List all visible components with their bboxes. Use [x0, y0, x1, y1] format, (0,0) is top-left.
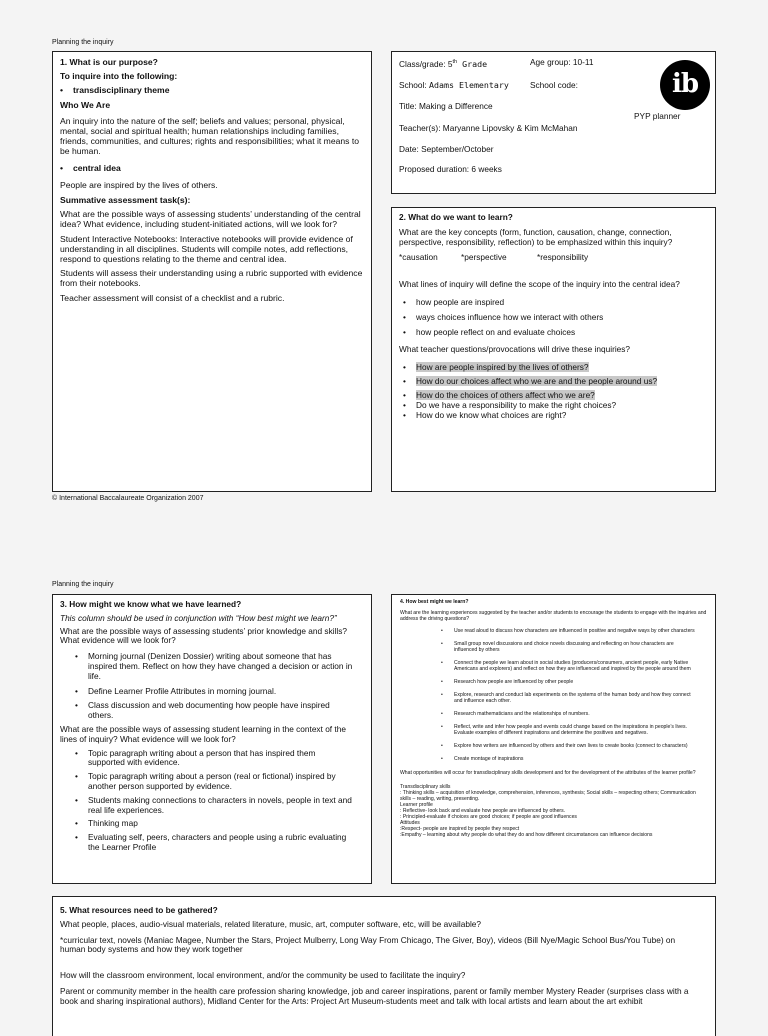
skills-line: Attitudes — [400, 820, 420, 826]
concept-responsibility: *responsibility — [537, 252, 589, 263]
learning-experience: • Small group novel discussions and choice novels discussing and reflecting on how characters are influenced by others — [454, 641, 697, 653]
skills-line: : Thinking skills – acquisition of knowledge, comprehension, inferences, synthesis; Social skills – respecting others; Communication skills – reading, writing, presenting. — [400, 790, 696, 802]
summative-para-3: Teacher assessment will consist of a checklist and a rubric. — [60, 292, 285, 303]
page-header: Planning the inquiry — [52, 39, 114, 46]
section-4-title: 4. How best might we learn? — [400, 599, 469, 605]
line-of-inquiry: • how people reflect on and evaluate choices — [416, 328, 708, 338]
driving-question: • Do we have a responsibility to make the right choices? — [416, 401, 708, 411]
line-of-inquiry: • how people are inspired — [416, 298, 708, 308]
summative-label: Summative assessment task(s): — [60, 195, 191, 206]
info-box — [391, 51, 716, 194]
lines-question: What lines of inquiry will define the scope of the inquiry into the central idea? — [399, 279, 680, 290]
ib-logo-icon: ib — [660, 60, 710, 110]
learning-experience: • Research mathematicians and the relationships of numbers. — [454, 711, 697, 717]
teachers: Teacher(s): Maryanne Lipovsky & Kim McMahan — [399, 123, 578, 133]
skills-line: Learner profile — [400, 802, 433, 808]
summative-para-1: Student Interactive Notebooks: Interactive notebooks will provide evidence of understanding in all disciplines. Students will compile notes, add reflections, respond to questions relating to the theme and central idea. — [60, 233, 353, 265]
learning-experience: • Explore how writers are influenced by others and their own lives to create books (connect to characters) — [454, 743, 697, 749]
td-theme-label: • transdisciplinary theme — [73, 85, 364, 95]
assessment-item: • Topic paragraph writing about a person that has inspired them supported with evidence. — [88, 749, 354, 769]
learning-experience: • Research how people are influenced by other people — [454, 679, 697, 685]
summative-question: What are the possible ways of assessing students’ understanding of the central idea? What evidence, including student-initiated actions, will we look for? — [60, 209, 361, 230]
learning-experience: • Create montage of inspirations — [454, 756, 697, 762]
environment-question: How will the classroom environment, local environment, and/or the community be used to facilitate the inquiry? — [60, 970, 466, 981]
assessment-item: • Evaluating self, peers, characters and people using a rubric evaluating the Learner Profile — [88, 833, 354, 853]
driving-question: • How are people inspired by the lives of others? — [416, 363, 708, 373]
school: School: Adams Elementary — [399, 80, 509, 90]
section-3-title: 3. How might we know what we have learned? — [60, 599, 242, 609]
theme-description: An inquiry into the nature of the self; beliefs and values; personal, physical, mental, social and spiritual health; human relationships including families, friends, communities, and cultures; rights and responsibilities; what it means to be human. — [60, 115, 360, 157]
driving-question: • How do our choices affect who we are and the people around us? — [416, 377, 708, 387]
learning-assessment-question: What are the possible ways of assessing student learning in the context of the lines of inquiry? What evidence will we look for? — [60, 723, 346, 744]
pyp-planner-label: PYP planner — [634, 111, 681, 121]
learning-experiences-question: What are the learning experiences suggested by the teacher and/or students to encourage the students to engage with the inquiries and address the driving questions? — [400, 610, 707, 622]
prior-knowledge-question: What are the possible ways of assessing students’ prior knowledge and skills? What evidence will we look for? — [60, 625, 348, 646]
conjunction-note: This column should be used in conjunction with “How best might we learn?” — [60, 612, 337, 623]
resources-answer: *curricular text, novels (Maniac Magee, Number the Stars, Project Mulberry, Long Way From Chicago, The Giver, Boy), videos (Bill Nye/Magic School Bus/You Tube) on human body systems and how they work together — [60, 934, 676, 955]
school-code: School code: — [530, 80, 578, 90]
skills-question: What opportunities will occur for transdisciplinary skills development and for the development of the attributes of the learner profile? — [400, 770, 696, 776]
best-learn-box — [391, 594, 716, 884]
driving-question: • How do the choices of others affect who we are? — [416, 391, 708, 401]
section-2-title: 2. What do we want to learn? — [399, 212, 513, 222]
learning-experience: • Connect the people we learn about in social studies (producers/consumers, ancient people, early Native Americans and explorers) and reflect on how they are influenced and inspired by the people around them — [454, 660, 697, 672]
unit-title: Title: Making a Difference — [399, 101, 493, 111]
duration: Proposed duration: 6 weeks — [399, 164, 502, 174]
concepts-question: What are the key concepts (form, function, causation, change, connection, perspective, responsibility, reflection) to be emphasized within this inquiry? — [399, 226, 673, 247]
environment-answer: Parent or community member in the health care profession sharing knowledge, job and career inspirations, parent or family member Mystery Reader (surprises class with a book and sharing inspirational authors), Midland Center for the Arts: Project Art Museum-students meet and talk with local artists and learn about the art exhibit — [60, 985, 689, 1006]
learning-experience: • Explore, research and conduct lab experiments on the systems of the human body and how they connect and influence each other. — [454, 692, 697, 704]
page-footer: © International Baccalaureate Organization 2007 — [52, 495, 204, 502]
purpose-box — [52, 51, 372, 492]
know-box — [52, 594, 372, 884]
assessment-item: • Thinking map — [88, 819, 354, 829]
skills-line: :Respect- people are inspired by people they respect — [400, 826, 520, 832]
assessment-item: • Topic paragraph writing about a person (real or fictional) inspired by another person supported by evidence. — [88, 772, 354, 792]
assessment-item: • Morning journal (Denizen Dossier) writing about someone that has inspired them. Reflect on how they have changed a decision or action in life. — [88, 652, 354, 681]
section-5-title: 5. What resources need to be gathered? — [60, 905, 218, 915]
line-of-inquiry: • ways choices influence how we interact with others — [416, 313, 708, 323]
central-idea-label: • central idea — [73, 163, 364, 173]
concepts-row — [399, 253, 708, 265]
page-header: Planning the inquiry — [52, 581, 114, 588]
assessment-item: • Students making connections to characters in novels, people in text and real life experiences. — [88, 796, 354, 816]
assessment-item: • Class discussion and web documenting how people have inspired others. — [88, 701, 354, 721]
skills-line: Transdisciplinary skills — [400, 784, 451, 790]
concept-perspective: *perspective — [461, 252, 507, 263]
inquire-label: To inquire into the following: — [60, 71, 178, 82]
section-1-title: 1. What is our purpose? — [60, 57, 158, 67]
learning-experience: • Use read aloud to discuss how characters are influenced in positive and negative ways by other characters — [454, 628, 697, 634]
skills-line: : Reflective- look back and evaluate how people are influenced by others. — [400, 808, 566, 814]
date: Date: September/October — [399, 144, 494, 154]
assessment-item: • Define Learner Profile Attributes in morning journal. — [88, 687, 354, 697]
summative-para-2: Students will assess their understanding using a rubric supported with evidence from their notebooks. — [60, 268, 363, 289]
central-idea: People are inspired by the lives of others. — [60, 179, 218, 190]
skills-line: : Principled-evaluate if choices are good choices; if people are good influences — [400, 814, 577, 820]
concept-causation: *causation — [399, 252, 438, 263]
theme-name: Who We Are — [60, 99, 111, 110]
driving-question: • How do we know what choices are right? — [416, 411, 708, 421]
class-grade: Class/grade: 5th Grade — [399, 58, 488, 69]
age-group: Age group: 10-11 — [530, 57, 594, 67]
learning-experience: • Reflect, write and infer how people and events could change based on the inspirations in people’s lives. Evaluate examples of different inspirations and determine the positives and negatives. — [454, 724, 697, 736]
learn-box — [391, 207, 716, 492]
resources-question: What people, places, audio-visual materials, related literature, music, art, computer software, etc, will be available? — [60, 918, 482, 929]
skills-line: :Empathy – learning about why people do what they do and how different circumstances can influence decisions — [400, 832, 653, 838]
resources-box — [52, 896, 716, 1036]
teacher-questions-label: What teacher questions/provocations will drive these inquiries? — [399, 343, 631, 354]
